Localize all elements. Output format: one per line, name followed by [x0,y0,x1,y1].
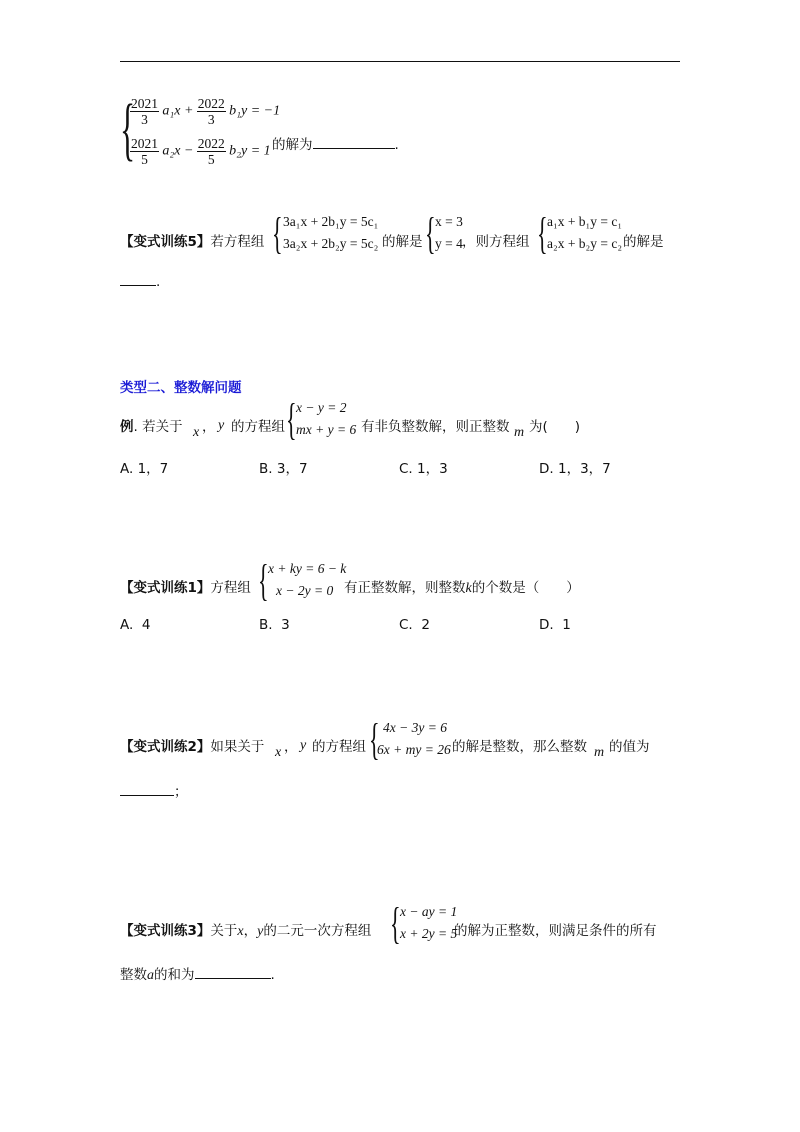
text: 若方程组 [210,234,265,250]
ex1-text2 [344,576,580,597]
option-letter: A. [120,461,134,477]
left-brace: { [537,209,548,258]
numerator: 2022 [197,136,225,151]
sys-row: x − y = 2 [296,400,347,415]
ex1-label [120,576,251,596]
ex3-text3: 的解为正整数，则满足条件的所有 [454,923,657,939]
ex2-text2: 的方程组 [312,739,366,755]
text: 关于 [210,923,238,939]
left-brace: { [369,715,380,764]
text: 方程组 [210,580,251,596]
option-letter: C. [399,461,413,477]
ex2-answer [120,780,188,800]
denominator: 3 [141,112,148,127]
text: . [270,967,275,983]
example-option-a[interactable] [120,457,168,477]
denominator: 5 [207,152,215,167]
example-text2: 的方程组 [231,419,285,435]
option-value: 4 [141,617,151,633]
top-eq-1 [130,96,280,127]
text: 的和为 [154,967,195,983]
top-answer-line [272,133,399,153]
text: ， [243,923,258,939]
ex5-answer [120,273,160,290]
label: 例 [120,419,134,435]
text: 的解为 [272,137,313,153]
ex1-option-c[interactable] [399,617,430,633]
ex2-text4: 的值为 [609,739,650,755]
answer-blank[interactable] [120,273,156,286]
example-text4: 为( ) [529,419,581,435]
top-eq-2 [130,136,271,167]
var-y: y [300,738,307,753]
label: 【变式训练3】 [120,923,211,939]
option-letter: B. [259,617,273,633]
ex5-text3: ，则方程组 [462,234,530,250]
var-k: k [465,581,472,596]
term: a₁x + [162,103,194,119]
sys-row: y = 4 [435,236,463,251]
answer-blank[interactable] [120,783,174,796]
fraction [130,96,159,127]
fraction [197,96,226,127]
option-value: 3，7 [276,461,308,477]
sys-row: a₁x + b₁y = c₁ [547,214,623,229]
var-y: y [257,924,264,939]
ex2-label [120,735,264,755]
var-x: x [193,425,200,440]
ex1-option-d[interactable] [539,617,571,633]
fraction [197,136,226,167]
text: 有正整数解，则整数 [344,580,466,596]
text: 的二元一次方程组 [263,923,372,939]
option-value: 1，7 [137,461,169,477]
text: 的个数是（ ） [471,580,580,596]
header-rule [120,61,680,62]
option-letter: A. [120,617,134,633]
sys-row: x − 2y = 0 [276,583,334,598]
left-brace: { [120,91,136,168]
text: ； [174,784,188,800]
text: . 若关于 [133,419,183,435]
term: b₂y = 1 [229,143,271,159]
var-x: x [275,745,282,760]
numerator: 2021 [131,136,158,151]
text: 如果关于 [210,739,265,755]
ex3-label [120,919,371,940]
term: a₂x − [162,143,194,159]
ex1-option-a[interactable] [120,617,150,633]
term: b₁y = −1 [229,103,281,119]
sys-row: x = 3 [435,214,463,229]
option-value: 3 [281,617,290,633]
var-m: m [514,425,525,440]
ex5-text2: 的解是 [382,234,423,250]
option-letter: B. [259,461,273,477]
option-value: 1，3，7 [557,461,611,477]
comma: ， [284,739,298,755]
ex5-label [120,230,264,250]
option-value: 1 [562,617,571,633]
left-brace: { [286,395,297,444]
text: . [394,137,399,153]
answer-blank[interactable] [313,136,395,149]
var-m: m [594,745,605,760]
sys-row: x − ay = 1 [400,904,458,919]
answer-blank[interactable] [195,966,271,979]
numerator: 2021 [131,96,158,111]
sys-row: a₂x + b₂y = c₂ [547,236,623,251]
label: 【变式训练2】 [120,739,211,755]
denominator: 5 [141,152,148,167]
var-a: a [147,968,154,983]
sys-row: x + 2y = 5 [400,926,458,941]
ex1-option-b[interactable] [259,617,290,633]
sys-row: x + ky = 6 − k [268,561,347,576]
denominator: 3 [207,112,215,127]
left-brace: { [272,209,283,258]
example-option-d[interactable] [539,457,611,477]
ex5-text4: 的解是 [623,234,664,250]
left-brace: { [425,209,436,258]
option-letter: D. [539,461,554,477]
sys-row: 6x + my = 26 [377,742,451,757]
sys-row: 3a₂x + 2b₂y = 5c₂ [283,236,379,251]
sys-row: mx + y = 6 [296,422,357,437]
sys-row: 4x − 3y = 6 [383,720,447,735]
var-y: y [218,418,225,433]
label: 【变式训练1】 [120,580,211,596]
sys-row: 3a₁x + 2b₁y = 5c₁ [283,214,379,229]
label: 【变式训练5】 [120,234,211,250]
option-letter: D. [539,617,554,633]
ex2-text3: 的解是整数，那么整数 [452,739,587,755]
example-option-c[interactable] [399,457,448,477]
example-text3: 有非负整数解，则正整数 [361,419,510,435]
text: . [156,274,161,290]
ex3-line2 [120,963,275,984]
option-value: 1，3 [417,461,448,477]
var-x: x [237,924,244,939]
numerator: 2022 [197,96,225,111]
example-line [120,415,183,435]
option-letter: C. [399,617,413,633]
left-brace: { [390,899,401,948]
example-option-b[interactable] [259,457,308,477]
option-value: 2 [421,617,430,633]
section-title: 类型二、整数解问题 [120,380,242,396]
left-brace: { [258,556,269,605]
comma: ， [202,419,216,435]
text: 整数 [120,967,147,983]
fraction [130,136,159,167]
